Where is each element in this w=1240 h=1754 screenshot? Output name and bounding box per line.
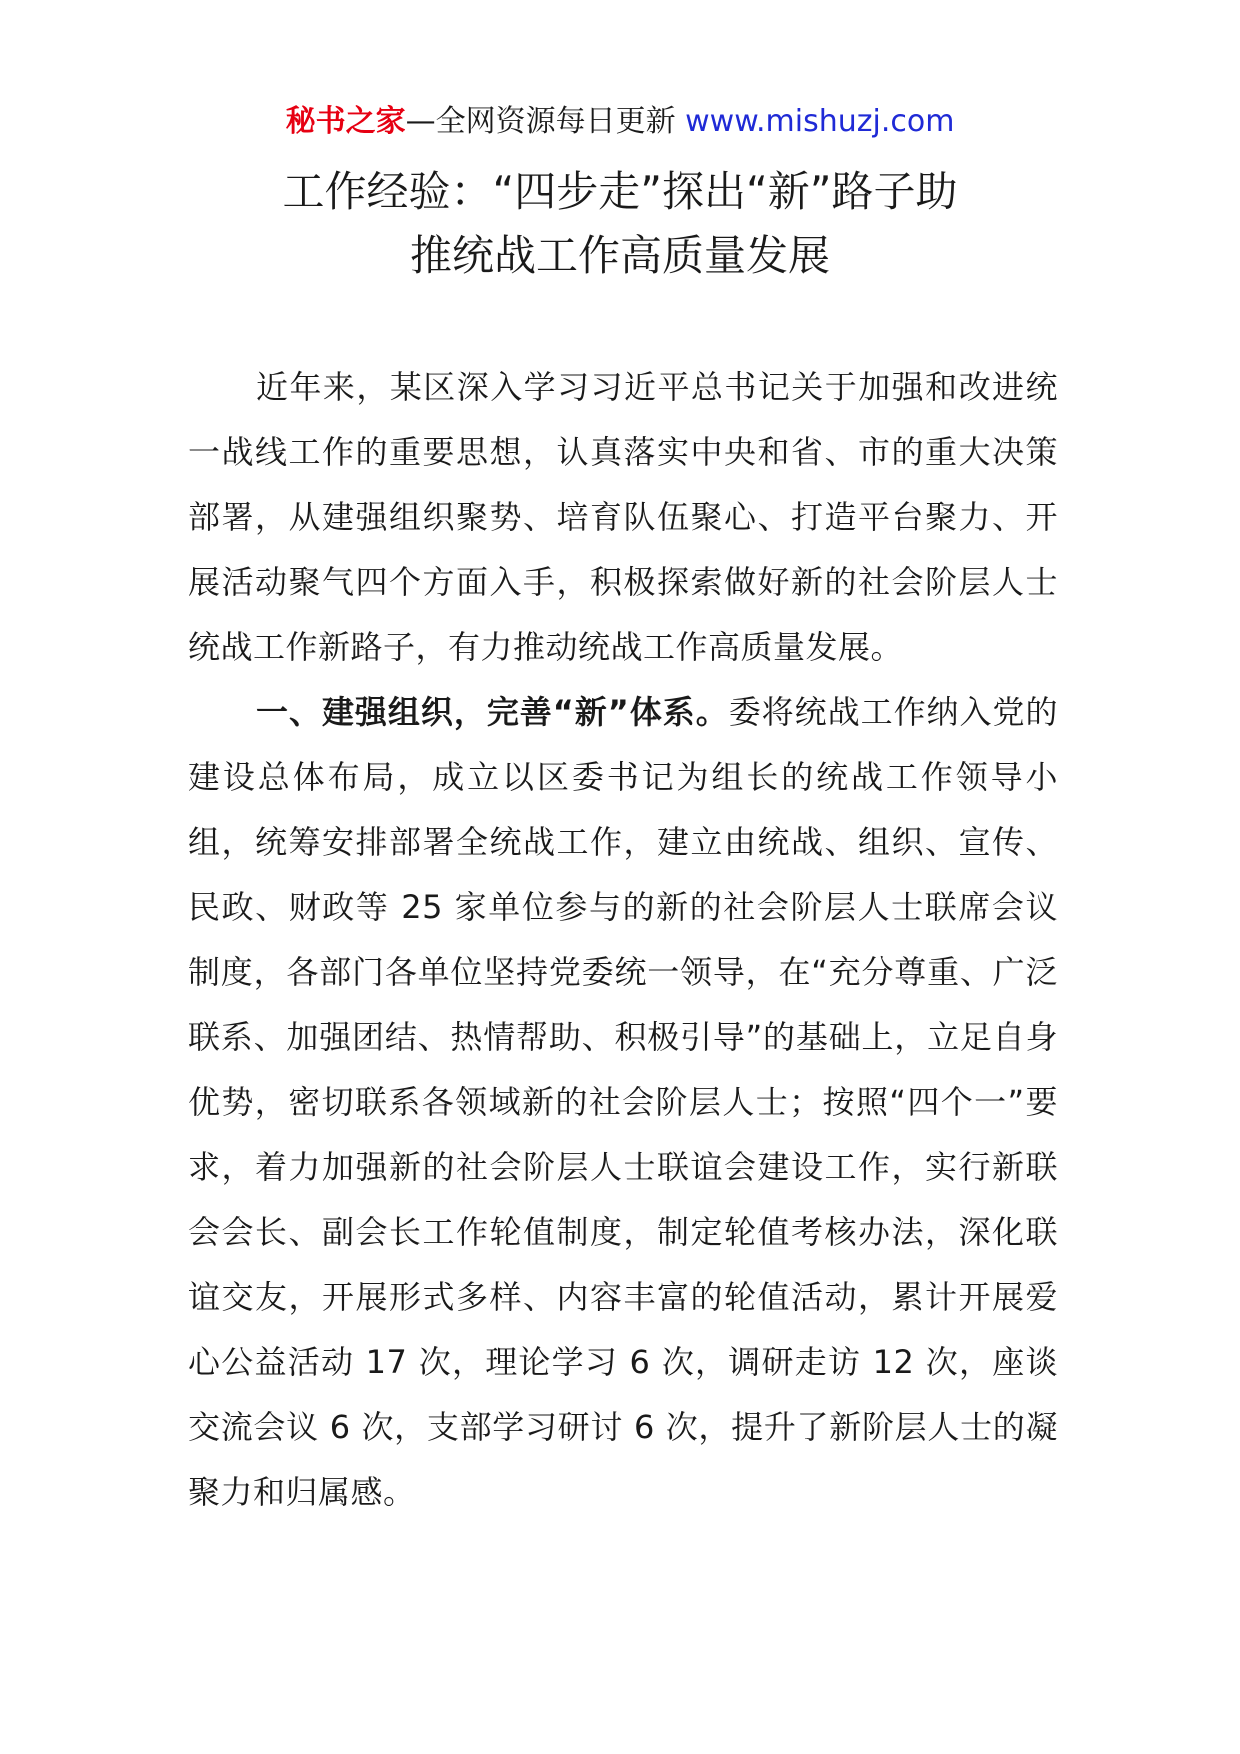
document-body <box>188 355 1058 1525</box>
site-slogan: —全网资源每日更新 <box>405 104 686 139</box>
section-1-heading: 一、建强组织，完善“新”体系。 <box>256 693 729 731</box>
intro-paragraph: 近年来，某区深入学习习近平总书记关于加强和改进统一战线工作的重要思想，认真落实中央和省、市的重大决策部署，从建强组织聚势、培育队伍聚心、打造平台聚力、开展活动聚气四个方面入手，积极探索做好新的社会阶层人士统战工作新路子，有力推动统战工作高质量发展。 <box>188 368 1058 666</box>
site-url-link[interactable]: www.mishuzj.com <box>685 104 955 139</box>
site-header <box>0 100 1240 144</box>
title-line-1: 工作经验：“四步走”探出“新”路子助 <box>282 167 958 216</box>
section-1-paragraph <box>188 680 1058 1525</box>
brand-name: 秘书之家 <box>285 104 406 139</box>
document-title <box>150 160 1090 288</box>
title-line-2: 推统战工作高质量发展 <box>409 231 830 280</box>
section-1-body: 委将统战工作纳入党的建设总体布局，成立以区委书记为组长的统战工作领导小组，统筹安排部署全统战工作，建立由统战、组织、宣传、民政、财政等 25 家单位参与的新的社会阶层人士联席会议制度，各部门各单位坚持党委统一领导，在“充分尊重、广泛联系、加强团结、热情帮助、积极引导”的基础上，立足自身优势，密切联系各领域新的社会阶层人士；按照“四个一”要求，着力加强新的社会阶层人士联谊会建设工作，实行新联会会长、副会长工作轮值制度，制定轮值考核办法，深化联谊交友，开展形式多样、内容丰富的轮值活动，累计开展爱心公益活动 17 次，理论学习 6 次，调研走访 12 次，座谈交流会议 6 次，支部学习研讨 6 次，提升了新阶层人士的凝聚力和归属感。 <box>188 693 1058 1511</box>
